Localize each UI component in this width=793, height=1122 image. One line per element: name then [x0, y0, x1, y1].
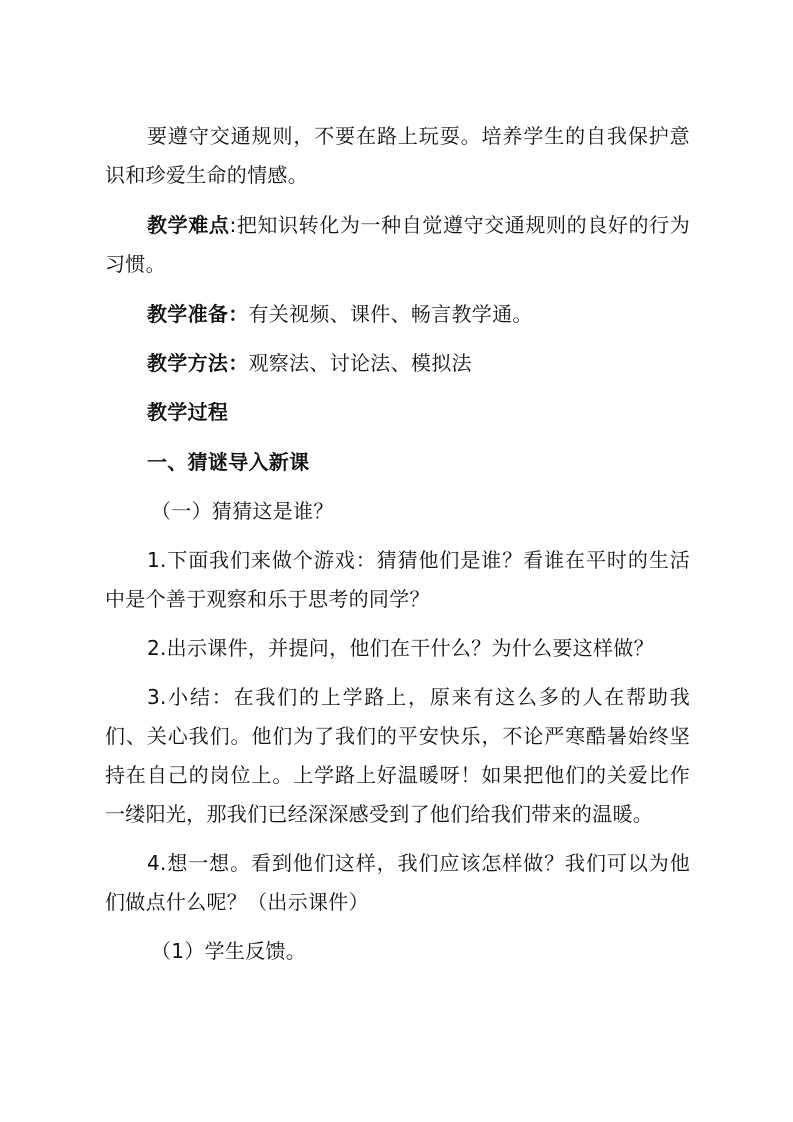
label-teaching-method: 教学方法： [147, 351, 249, 375]
paragraph-item-3: 3.小结：在我们的上学路上，原来有这么多的人在帮助我们、关心我们。他们为了我们的平安快乐，不论严寒酷暑始终坚持在自己的岗位上。上学路上好温暖呀！如果把他们的关爱比作一缕阳光，那我们已经深深感受到了他们给我们带来的温暖。 [105, 685, 690, 826]
paragraph-student-feedback: （1）学生反馈。 [151, 939, 307, 963]
paragraph-teaching-preparation [105, 295, 690, 334]
label-teaching-difficulty: 教学难点 [147, 213, 230, 237]
heading-section-1 [105, 443, 690, 482]
document-body [105, 117, 690, 971]
label-teaching-process: 教学过程 [147, 400, 229, 424]
heading-teaching-process [105, 393, 690, 432]
paragraph-item-1: 1.下面我们来做个游戏：猜猜他们是谁？看谁在平时的生活中是个善于观察和乐于思考的同学？ [105, 548, 690, 611]
label-section-1: 一、猜谜导入新课 [147, 450, 310, 474]
paragraph-teaching-method [105, 344, 690, 383]
paragraph-item-2: 2.出示课件，并提问，他们在干什么？为什么要这样做？ [147, 636, 654, 660]
text-teaching-method: 观察法、讨论法、模拟法 [248, 351, 472, 375]
paragraph-item-4: 4.想一想。看到他们这样，我们应该怎样做？我们可以为他们做点什么呢？（出示课件） [105, 851, 690, 914]
paragraph-continuation: 要遵守交通规则，不要在路上玩耍。培养学生的自我保护意识和珍爱生命的情感。 [105, 124, 690, 187]
text-teaching-preparation: 有关视频、课件、畅言教学通。 [248, 302, 533, 326]
text-teaching-difficulty: :把知识转化为一种自觉遵守交通规则的良好的行为习惯。 [105, 213, 691, 276]
paragraph-teaching-difficulty [105, 206, 690, 284]
label-teaching-preparation: 教学准备： [147, 302, 249, 326]
subheading-guess-who: （一）猜猜这是谁？ [151, 499, 334, 523]
